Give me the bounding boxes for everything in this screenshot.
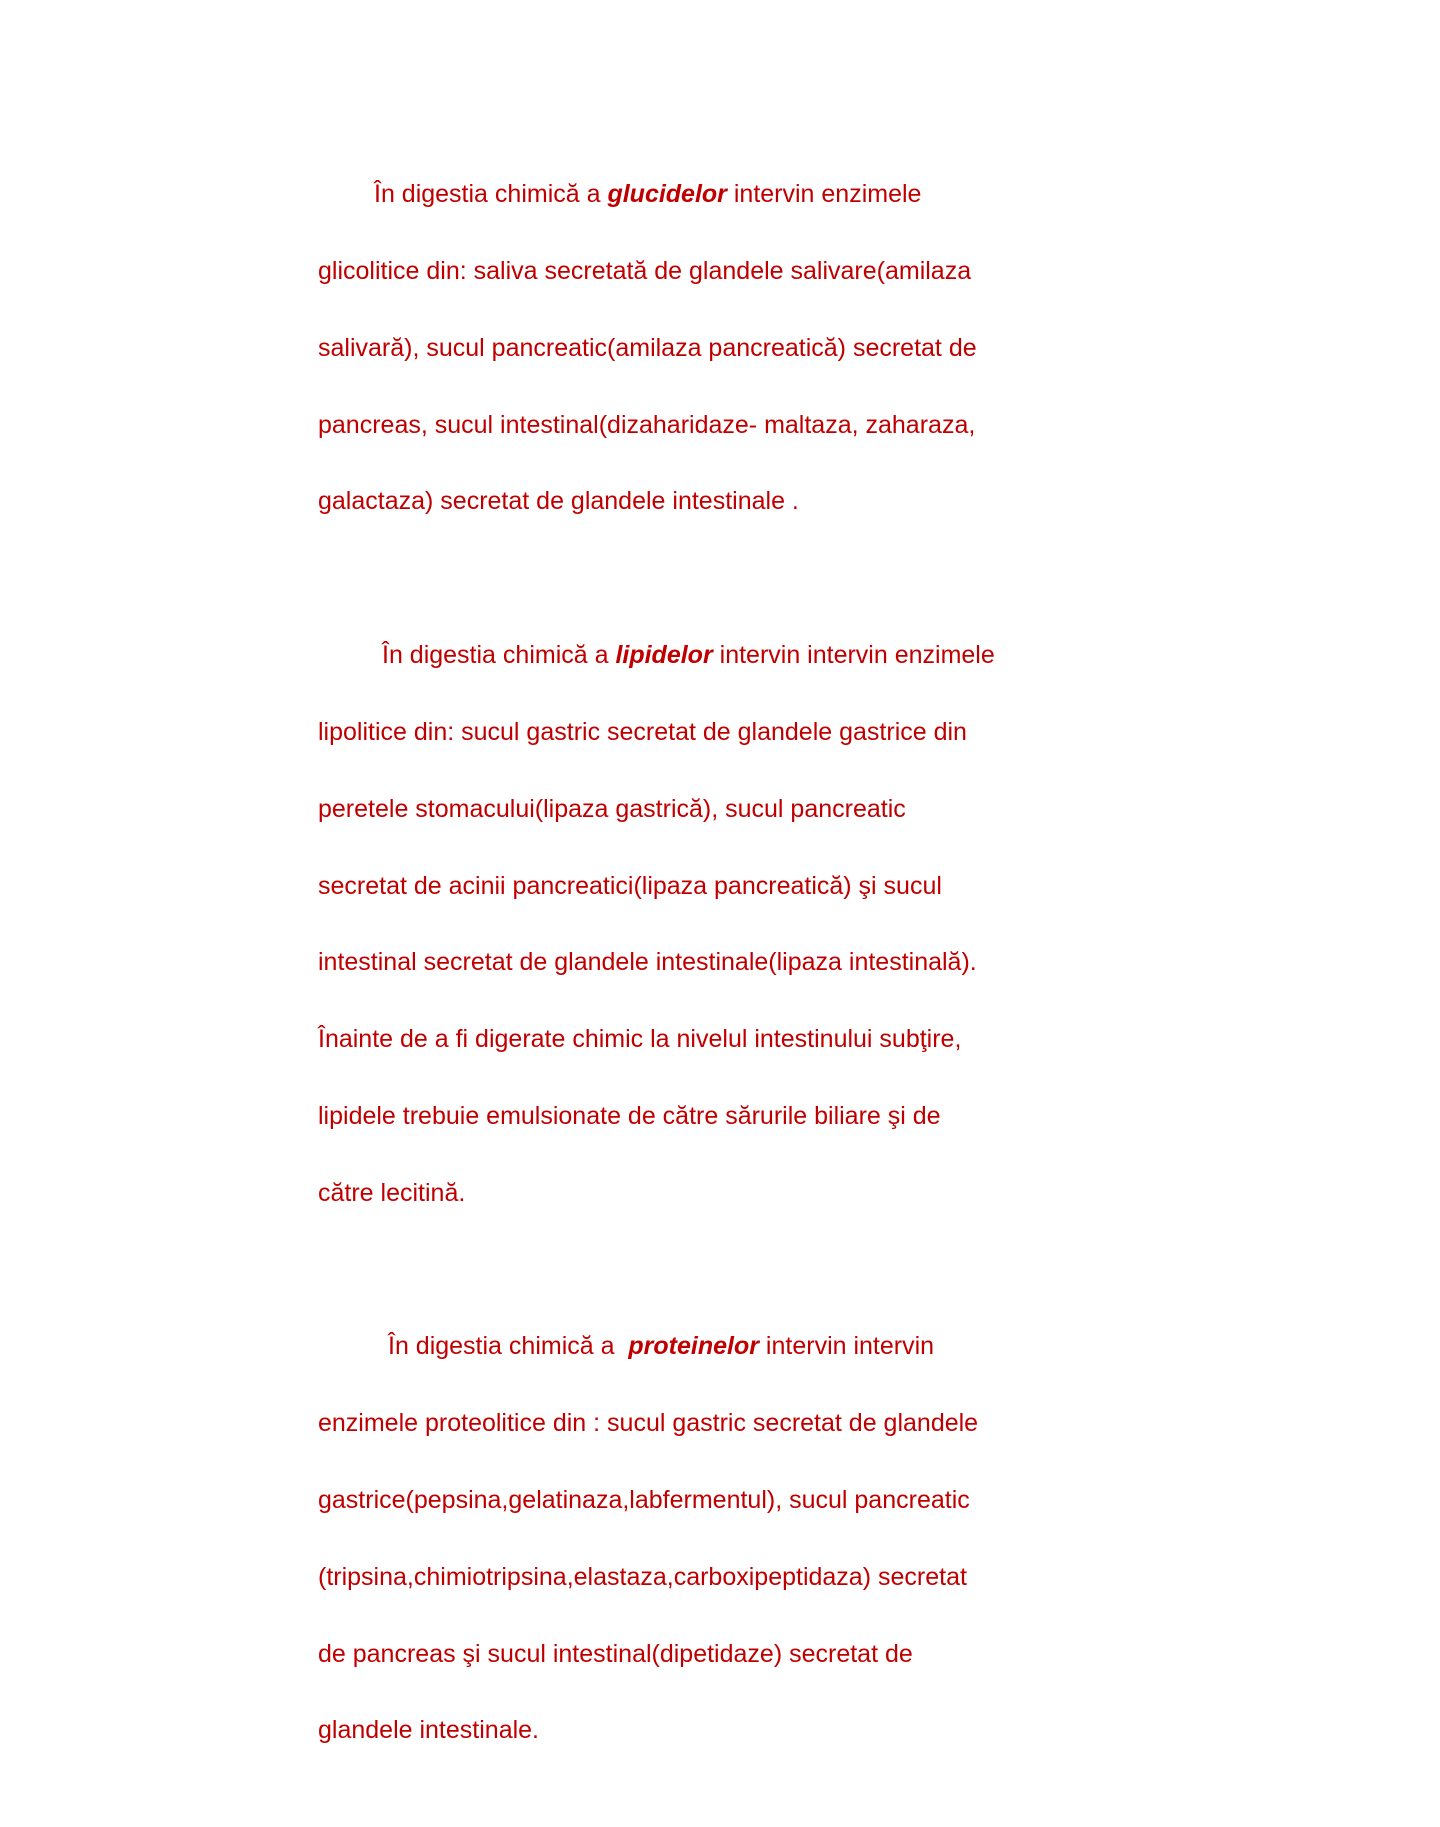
paragraph-3-intro-end: intervin intervin [758, 1332, 935, 1361]
paragraph-3-line: (tripsina,chimiotripsina,elastaza,carboxipeptidaza) secretat [318, 1562, 967, 1591]
body-text [318, 60, 1118, 1827]
paragraph-2-line: intestinal secretat de glandele intestinale(lipaza intestinală). [318, 948, 977, 977]
paragraph-2-line: lipolitice din: sucul gastric secretat de glandele gastrice din [318, 717, 967, 746]
paragraph-1-line: galactaza) secretat de glandele intestinale . [318, 487, 799, 516]
paragraph-3-line: de pancreas şi sucul intestinal(dipetidaze) secretat de [318, 1639, 913, 1668]
paragraph-2-line: lipidele trebuie emulsionate de către sărurile biliare şi de [318, 1101, 941, 1130]
paragraph-2-intro: În digestia chimică a [382, 641, 616, 670]
paragraph-2-line: peretele stomacului(lipaza gastrică), sucul pancreatic [318, 794, 906, 823]
paragraph-3-line: enzimele proteolitice din : sucul gastric secretat de glandele [318, 1409, 979, 1438]
paragraph-1-line: glicolitice din: saliva secretată de glandele salivare(amilaza [318, 257, 972, 286]
paragraph-3-intro: În digestia chimică a [388, 1332, 629, 1361]
keyword-glucidelor: glucidelor [607, 180, 727, 209]
paragraph-2-line: către lecitină. [318, 1178, 466, 1207]
paragraph-1-intro-end: intervin enzimele [726, 180, 922, 209]
paragraph-1-line: pancreas, sucul intestinal(dizaharidaze- maltaza, zaharaza, [318, 410, 976, 439]
paragraph-2-line: Înainte de a fi digerate chimic la nivelul intestinului subţire, [318, 1025, 962, 1054]
keyword-lipidelor: lipidelor [615, 641, 713, 670]
paragraph-1-intro: În digestia chimică a [374, 180, 608, 209]
paragraph-3-line: gastrice(pepsina,gelatinaza,labfermentul), sucul pancreatic [318, 1486, 970, 1515]
paragraph-1-line: salivară), sucul pancreatic(amilaza pancreatică) secretat de [318, 333, 977, 362]
paragraph-2-first-line [318, 636, 1118, 674]
paragraph-3-first-line [318, 1327, 1118, 1365]
keyword-proteinelor: proteinelor [628, 1332, 759, 1361]
paragraph-1-first-line [318, 175, 1118, 213]
paragraph-2-line: secretat de acinii pancreatici(lipaza pancreatică) şi sucul [318, 871, 942, 900]
paragraph-3-line: glandele intestinale. [318, 1716, 539, 1745]
paragraph-2-intro-end: intervin intervin enzimele [712, 641, 995, 670]
